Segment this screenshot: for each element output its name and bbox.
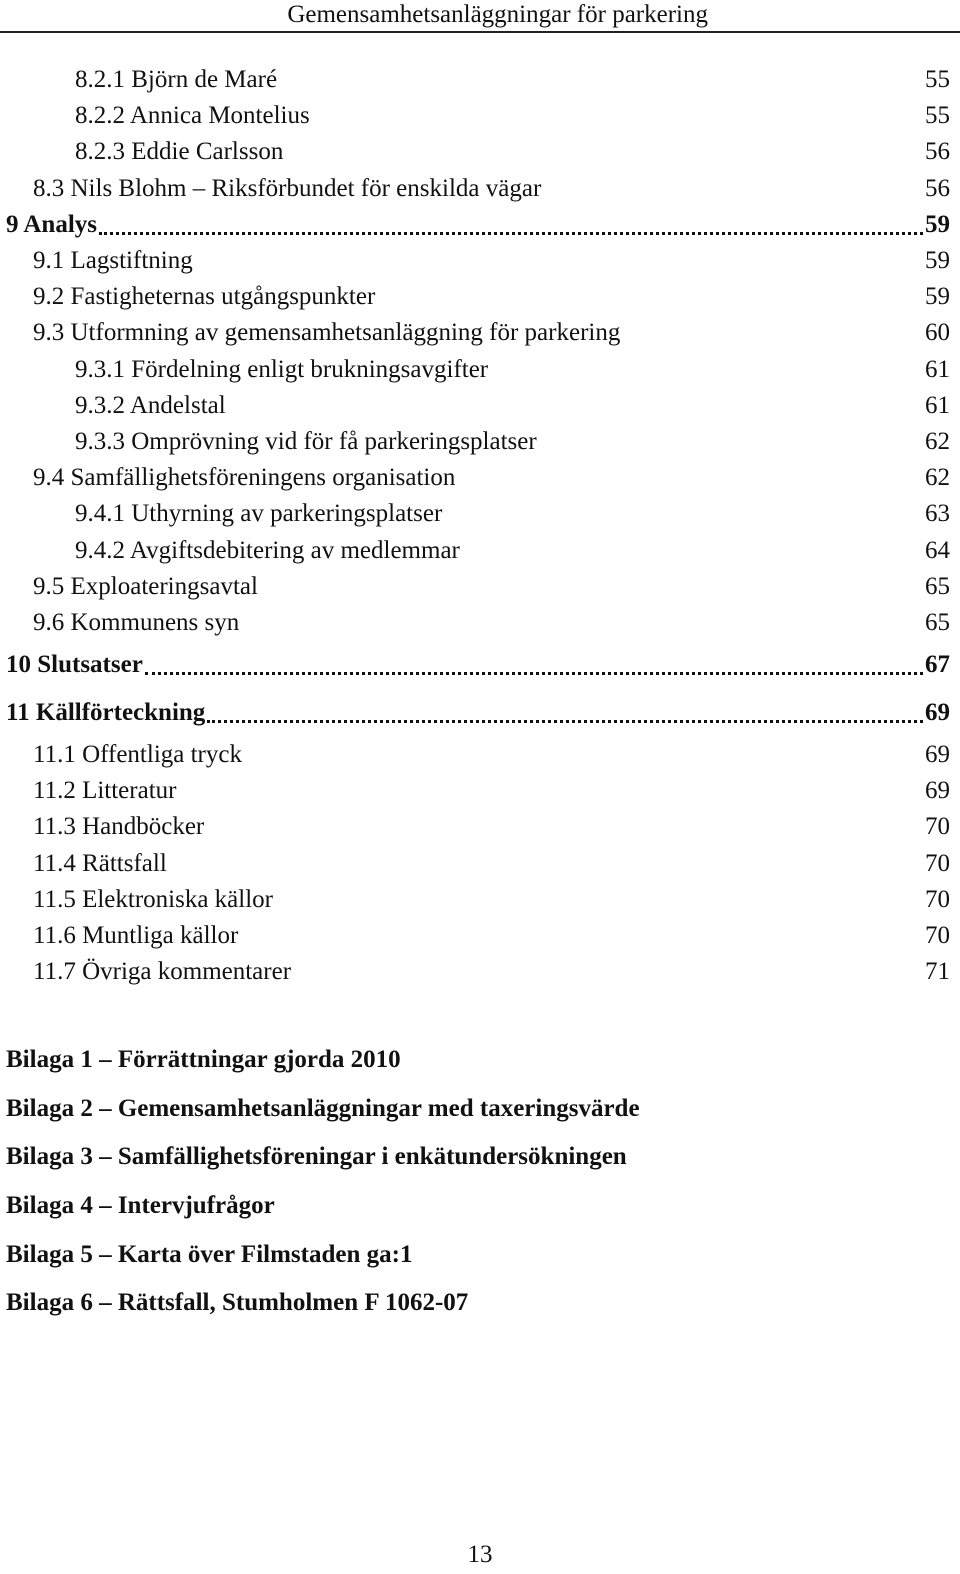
toc-entry-page: 69 bbox=[925, 777, 950, 805]
toc-entry-title: 9.6 Kommunens syn bbox=[33, 608, 240, 636]
toc-entry-page: 59 bbox=[925, 283, 950, 311]
toc-entry-page: 55 bbox=[925, 66, 950, 94]
toc-entry-page: 70 bbox=[925, 813, 950, 841]
leader-space bbox=[622, 321, 888, 346]
toc-entry-title: 9.1 Lagstiftning bbox=[33, 247, 193, 275]
toc-entry-page: 55 bbox=[925, 102, 950, 130]
toc-entry-title: 11.2 Litteratur bbox=[33, 777, 177, 805]
toc-entry[interactable] bbox=[0, 496, 960, 532]
toc-entry-title: 9.3.3 Omprövning vid för få parkeringsplatser bbox=[75, 427, 537, 455]
leader-space bbox=[539, 429, 888, 454]
toc-entry-page: 64 bbox=[925, 536, 950, 564]
toc-entry-title: 11.3 Handböcker bbox=[33, 813, 205, 841]
toc-entry-page: 70 bbox=[925, 849, 950, 877]
toc-entry-title: 9.4 Samfällighetsföreningens organisation bbox=[33, 464, 456, 492]
toc-entry-page: 69 bbox=[925, 699, 950, 726]
appendix-list bbox=[6, 1036, 946, 1328]
leader-space bbox=[444, 502, 888, 527]
appendix-item: Bilaga 2 – Gemensamhetsanläggningar med taxeringsvärde bbox=[6, 1094, 640, 1122]
toc-entry[interactable] bbox=[0, 424, 960, 460]
leader-space bbox=[462, 538, 888, 563]
toc-entry-page: 71 bbox=[925, 958, 950, 986]
toc-entry[interactable] bbox=[0, 773, 960, 809]
leader-space bbox=[285, 140, 888, 165]
toc-entry-title: 9.5 Exploateringsavtal bbox=[33, 572, 258, 600]
appendix-item: Bilaga 1 – Förrättningar gjorda 2010 bbox=[6, 1046, 401, 1074]
toc-entry[interactable] bbox=[0, 846, 960, 882]
toc-entry-title: 8.3 Nils Blohm – Riksförbundet för enskilda vägar bbox=[33, 174, 542, 202]
toc-entry[interactable] bbox=[0, 882, 960, 918]
leader-space bbox=[195, 249, 888, 274]
toc-entry-title: 8.2.3 Eddie Carlsson bbox=[75, 138, 284, 166]
running-header bbox=[0, 0, 960, 33]
toc-entry-title: 11.1 Offentliga tryck bbox=[33, 741, 242, 769]
toc-entry-title: 9.4.1 Uthyrning av parkeringsplatser bbox=[75, 500, 443, 528]
toc-chapter-entry[interactable] bbox=[0, 207, 960, 243]
toc-entry-page: 63 bbox=[925, 500, 950, 528]
toc-entry-page: 62 bbox=[925, 427, 950, 455]
toc-entry-title: 9.2 Fastigheternas utgångspunkter bbox=[33, 283, 376, 311]
toc-entry-page: 56 bbox=[925, 138, 950, 166]
dot-leader bbox=[99, 207, 923, 235]
toc-entry-title: 9.3 Utformning av gemensamhetsanläggning för parkering bbox=[33, 319, 621, 347]
toc-entry-page: 65 bbox=[925, 572, 950, 600]
toc-entry-title: 9.4.2 Avgiftsdebitering av medlemmar bbox=[75, 536, 460, 564]
header-title: Gemensamhetsanläggningar för parkering bbox=[287, 1, 708, 28]
leader-space bbox=[244, 743, 888, 768]
toc-entry-page: 65 bbox=[925, 608, 950, 636]
toc-entry[interactable] bbox=[0, 62, 960, 98]
toc-entry-title: 8.2.1 Björn de Maré bbox=[75, 66, 278, 94]
toc-entry[interactable] bbox=[0, 352, 960, 388]
toc-entry[interactable] bbox=[0, 98, 960, 134]
leader-space bbox=[279, 68, 888, 93]
appendix-item: Bilaga 6 – Rättsfall, Stumholmen F 1062-07 bbox=[6, 1289, 469, 1317]
leader-space bbox=[178, 779, 888, 804]
dot-leader bbox=[145, 647, 923, 675]
toc-entry[interactable] bbox=[0, 315, 960, 351]
toc-entry[interactable] bbox=[0, 809, 960, 845]
leader-space bbox=[543, 176, 888, 201]
leader-space bbox=[241, 610, 888, 635]
toc-entry-page: 59 bbox=[925, 210, 950, 238]
toc-entry-title: 11.7 Övriga kommentarer bbox=[33, 958, 292, 986]
toc-entry-page: 59 bbox=[925, 247, 950, 275]
toc-entry-title: 11.5 Elektroniska källor bbox=[33, 885, 273, 913]
toc-entry-title: 10 Slutsatser bbox=[6, 651, 143, 678]
toc-entry-page: 70 bbox=[925, 922, 950, 950]
appendix-item: Bilaga 5 – Karta över Filmstaden ga:1 bbox=[6, 1240, 413, 1268]
toc-entry-page: 56 bbox=[925, 174, 950, 202]
leader-space bbox=[457, 466, 888, 491]
leader-space bbox=[312, 104, 888, 129]
leader-space bbox=[377, 285, 888, 310]
leader-space bbox=[240, 924, 888, 949]
toc-entry-title: 9.3.2 Andelstal bbox=[75, 391, 226, 419]
leader-space bbox=[293, 960, 888, 985]
toc-chapter-entry[interactable] bbox=[0, 641, 960, 689]
toc-entry[interactable] bbox=[0, 954, 960, 990]
toc-entry-title: 8.2.2 Annica Montelius bbox=[75, 102, 310, 130]
leader-space bbox=[169, 851, 888, 876]
toc-entry-page: 61 bbox=[925, 391, 950, 419]
leader-space bbox=[228, 393, 888, 418]
leader-space bbox=[206, 815, 888, 840]
toc-entry[interactable] bbox=[0, 134, 960, 170]
toc-entry-page: 67 bbox=[925, 651, 950, 678]
toc-chapter-entry[interactable] bbox=[0, 689, 960, 737]
table-of-contents bbox=[0, 62, 960, 990]
toc-entry[interactable] bbox=[0, 388, 960, 424]
leader-space bbox=[260, 574, 888, 599]
toc-entry[interactable] bbox=[0, 605, 960, 641]
toc-entry-title: 9.3.1 Fördelning enligt brukningsavgifter bbox=[75, 355, 489, 383]
toc-entry-title: 11 Källförteckning bbox=[6, 699, 206, 726]
toc-entry[interactable] bbox=[0, 737, 960, 773]
appendix-item: Bilaga 4 – Intervjufrågor bbox=[6, 1192, 275, 1220]
leader-space bbox=[275, 887, 888, 912]
dot-leader bbox=[207, 695, 923, 723]
toc-entry[interactable] bbox=[0, 460, 960, 496]
toc-entry-page: 69 bbox=[925, 741, 950, 769]
toc-entry-page: 70 bbox=[925, 885, 950, 913]
toc-entry[interactable] bbox=[0, 243, 960, 279]
leader-space bbox=[490, 357, 888, 382]
toc-entry-page: 60 bbox=[925, 319, 950, 347]
toc-entry[interactable] bbox=[0, 918, 960, 954]
page-number: 13 bbox=[467, 1541, 493, 1568]
toc-entry-page: 61 bbox=[925, 355, 950, 383]
toc-entry[interactable] bbox=[0, 569, 960, 605]
toc-entry[interactable] bbox=[0, 279, 960, 315]
toc-entry-title: 11.4 Rättsfall bbox=[33, 849, 167, 877]
toc-entry-title: 9 Analys bbox=[6, 210, 98, 238]
toc-entry[interactable] bbox=[0, 532, 960, 568]
toc-entry-page: 62 bbox=[925, 464, 950, 492]
toc-entry[interactable] bbox=[0, 171, 960, 207]
appendix-item: Bilaga 3 – Samfällighetsföreningar i enkätundersökningen bbox=[6, 1143, 627, 1171]
toc-entry-title: 11.6 Muntliga källor bbox=[33, 922, 239, 950]
